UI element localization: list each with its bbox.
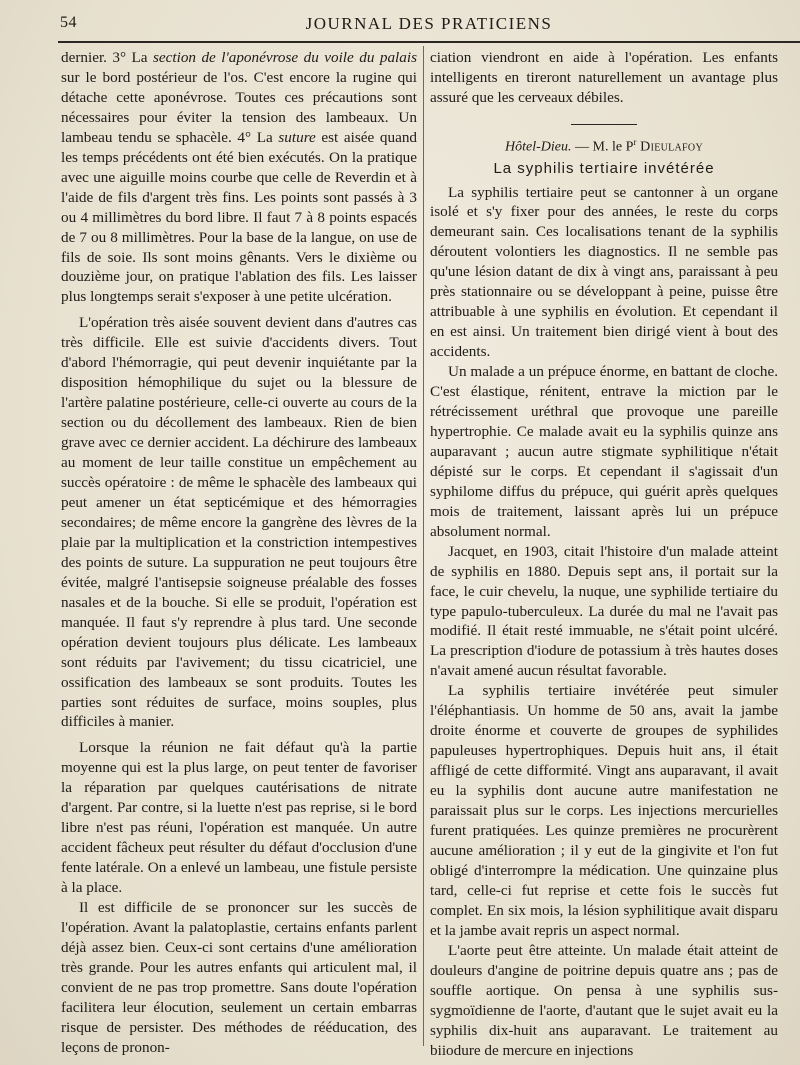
article-title: La syphilis tertiaire invétérée xyxy=(493,159,715,177)
paragraph: Jacquet, en 1903, citait l'histoire d'un malade atteint de syphilis en 1880. Depuis sept ans, il portait sur la face, le cuir chevelu, la nuque, une syphilide tertiaire du type papulo-tuberculeux. La durée du mal ne l'avait pas modifié. Il était resté immuable, ne s'était point ulcéré. La prescription d'iodure de potassium à très hautes doses n'avait amené aucun résultat favorable. xyxy=(430,542,778,680)
journal-title: JOURNAL DES PRATICIENS xyxy=(305,14,553,33)
italic-term: suture xyxy=(278,128,316,146)
page-header xyxy=(58,12,800,36)
paragraph xyxy=(61,48,417,307)
paragraph: L'aorte peut être atteinte. Un malade était atteint de douleurs d'angine de poitrine depuis quatre ans ; pas de souffle aortique. On pensa à une syphilis sus-sygmoïdienne de l'aorte, d'autant que le sujet avait eu la syphilis dix-huit ans auparavant. Le traitement au biiodure de mercure en injections xyxy=(430,941,778,1059)
paragraph: ciation viendront en aide à l'opération. Les enfants intelligents en tireront naturellement un avantage plus assuré que les cerveaux débiles. xyxy=(430,49,778,106)
text-run: sur le bord postérieur de l'os. C'est encore la rugine qui détache cette aponévrose. Toutes ces précautions sont nécessaires pour éviter la tension des lambeaux. Un lambeau tendu se sphacèle. 4° La xyxy=(61,68,417,146)
page-number: 54 xyxy=(60,14,77,31)
right-column xyxy=(430,48,778,1060)
left-column xyxy=(61,48,417,1058)
paragraph: Un malade a un prépuce énorme, en battant de cloche. C'est élastique, rénitent, entrave la miction par le rétrécissement uréthral que provoque une pareille hypertrophie. Ce malade avait eu la syphilis quinze ans auparavant ; aucun autre stigmate syphilitique n'était dépisté sur le corps. Et cependant il s'agissait d'un syphilome diffus du prépuce, qui guérit après quelques mois de traitement, laissant après lui un prépuce absolument normal. xyxy=(430,363,778,540)
paragraph: La syphilis tertiaire peut se cantonner à un organe isolé et s'y fixer pour des années, le reste du corps demeurant sain. Ces localisations tenant de la syphilis déroutent volontiers les diagnostics. Il ne semble pas qu'une lésion datant de dix à vingt ans, paraissant à peu près stationnaire ou se développant à peine, puisse être attribuable à une syphilis en évolution. Et cependant il en est ainsi. Un traitement bien dirigé vient à bout des accidents. xyxy=(430,183,778,361)
header-rule xyxy=(58,41,800,43)
text-run: est aisée quand les temps précédents ont été bien exécutés. On la pratique avec une aiguille moins courbe que celle de Reverdin et à l'aide de fils d'argent très fins. Les points sont passés à 3 ou 4 millimètres du bord libre. Il faut 7 à 8 points espacés de 7 ou 8 millimètres. Pour la base de la langue, on use de fils de soie. Ils sont moins gênants. Vers le dixième ou douzième jour, on pratique l'ablation des fils. Les laisser plus longtemps serait s'exposer à une petite ulcération. xyxy=(61,128,418,306)
dateline-place: Hôtel-Dieu. xyxy=(505,139,572,155)
paragraph: La syphilis tertiaire invétérée peut simuler l'éléphantiasis. Un homme de 50 ans, avait la jambe droite énorme et couverte de groupes de syphilides papuleuses hypertrophiques. Depuis huit ans, il était affligé de cette difformité. Vingt ans auparavant, il avait eu la syphilis dont aucune autre manifestation ne paraissait plus sur le corps. Les injections mercurielles furent pratiquées. Les quinze premières ne procurèrent aucune amélioration ; il y eut de la gingivite et l'on fut obligé d'interrompre la médication. Une quinzaine plus tard, celle-ci fut reprise et cette fois le succès fut complet. En six mois, la lésion syphilitique avait disparu et la jambe avait repris un aspect normal. xyxy=(430,682,778,939)
dateline-author: Dieulafoy xyxy=(636,139,703,155)
paragraph: L'opération très aisée souvent devient dans d'autres cas très difficile. Elle est suivie d'accidents divers. Tout d'abord l'hémorragie, qui peut devenir inquiétante par la disposition hémophilique du sujet ou la blessure de l'artère palatine postérieure, celle-ci ouverte au cours de la section ou du décollement des lambeaux. Rien de bien grave avec ce dernier accident. La déchirure des lambeaux au moment de leur taille constitue un empêchement au succès opératoire : de même le sphacèle des lambeaux qui peut amener un état septicémique et des hémorragies secondaires; de même encore la gangrène des lèvres de la plaie par la multiplication et la constriction intempestives des points de suture. La suppuration ne peut toujours être évitée, malgré l'antisepsie soigneuse préalable des fosses nasales et de la bouche. Si elle se produit, l'opération est manquée. Il faut s'y reprendre à plus tard. Une seconde opération devient toujours plus délicate. Les lambeaux sont réduits par l'avivement; du tissu cicatriciel, une ossification des lambeaux se sont produits. Toutes les parties sont réduites de surface, moins souples, plus difficiles à manier. xyxy=(61,314,417,731)
section-separator xyxy=(571,124,637,125)
text-run: dernier. 3° La xyxy=(61,49,153,66)
dateline-prefix: — M. le P xyxy=(571,139,634,155)
column-divider xyxy=(423,46,424,1046)
dateline-sup: r xyxy=(633,136,637,147)
paragraph: Lorsque la réunion ne fait défaut qu'à la partie moyenne qui est la plus large, on peut tenter de favoriser la réparation par quelques cautérisations de nitrate d'argent. Par contre, si la luette n'est pas reprise, si le bord libre n'est pas réuni, l'opération est manquée. Un autre accident fâcheux peut résulter du défaut d'occlusion d'une fente latérale. On a enlevé un lambeau, une fistule persiste à la place. xyxy=(61,739,417,897)
dateline xyxy=(430,133,778,157)
paragraph: Il est difficile de se prononcer sur les succès de l'opération. Avant la palatoplastie, certains enfants parlent déjà assez bien. Ceux-ci sont certains d'une amélioration très grande. Pour les autres enfants qui articulent mal, il convient de ne pas trop promettre. Sans doute l'opération facilitera leur élocution, seulement un certain embarras risque de persister. Des méthodes de rééducation, des leçons de pronon- xyxy=(61,899,417,1056)
italic-term: section de l'aponévrose du voile du palais xyxy=(153,49,417,66)
